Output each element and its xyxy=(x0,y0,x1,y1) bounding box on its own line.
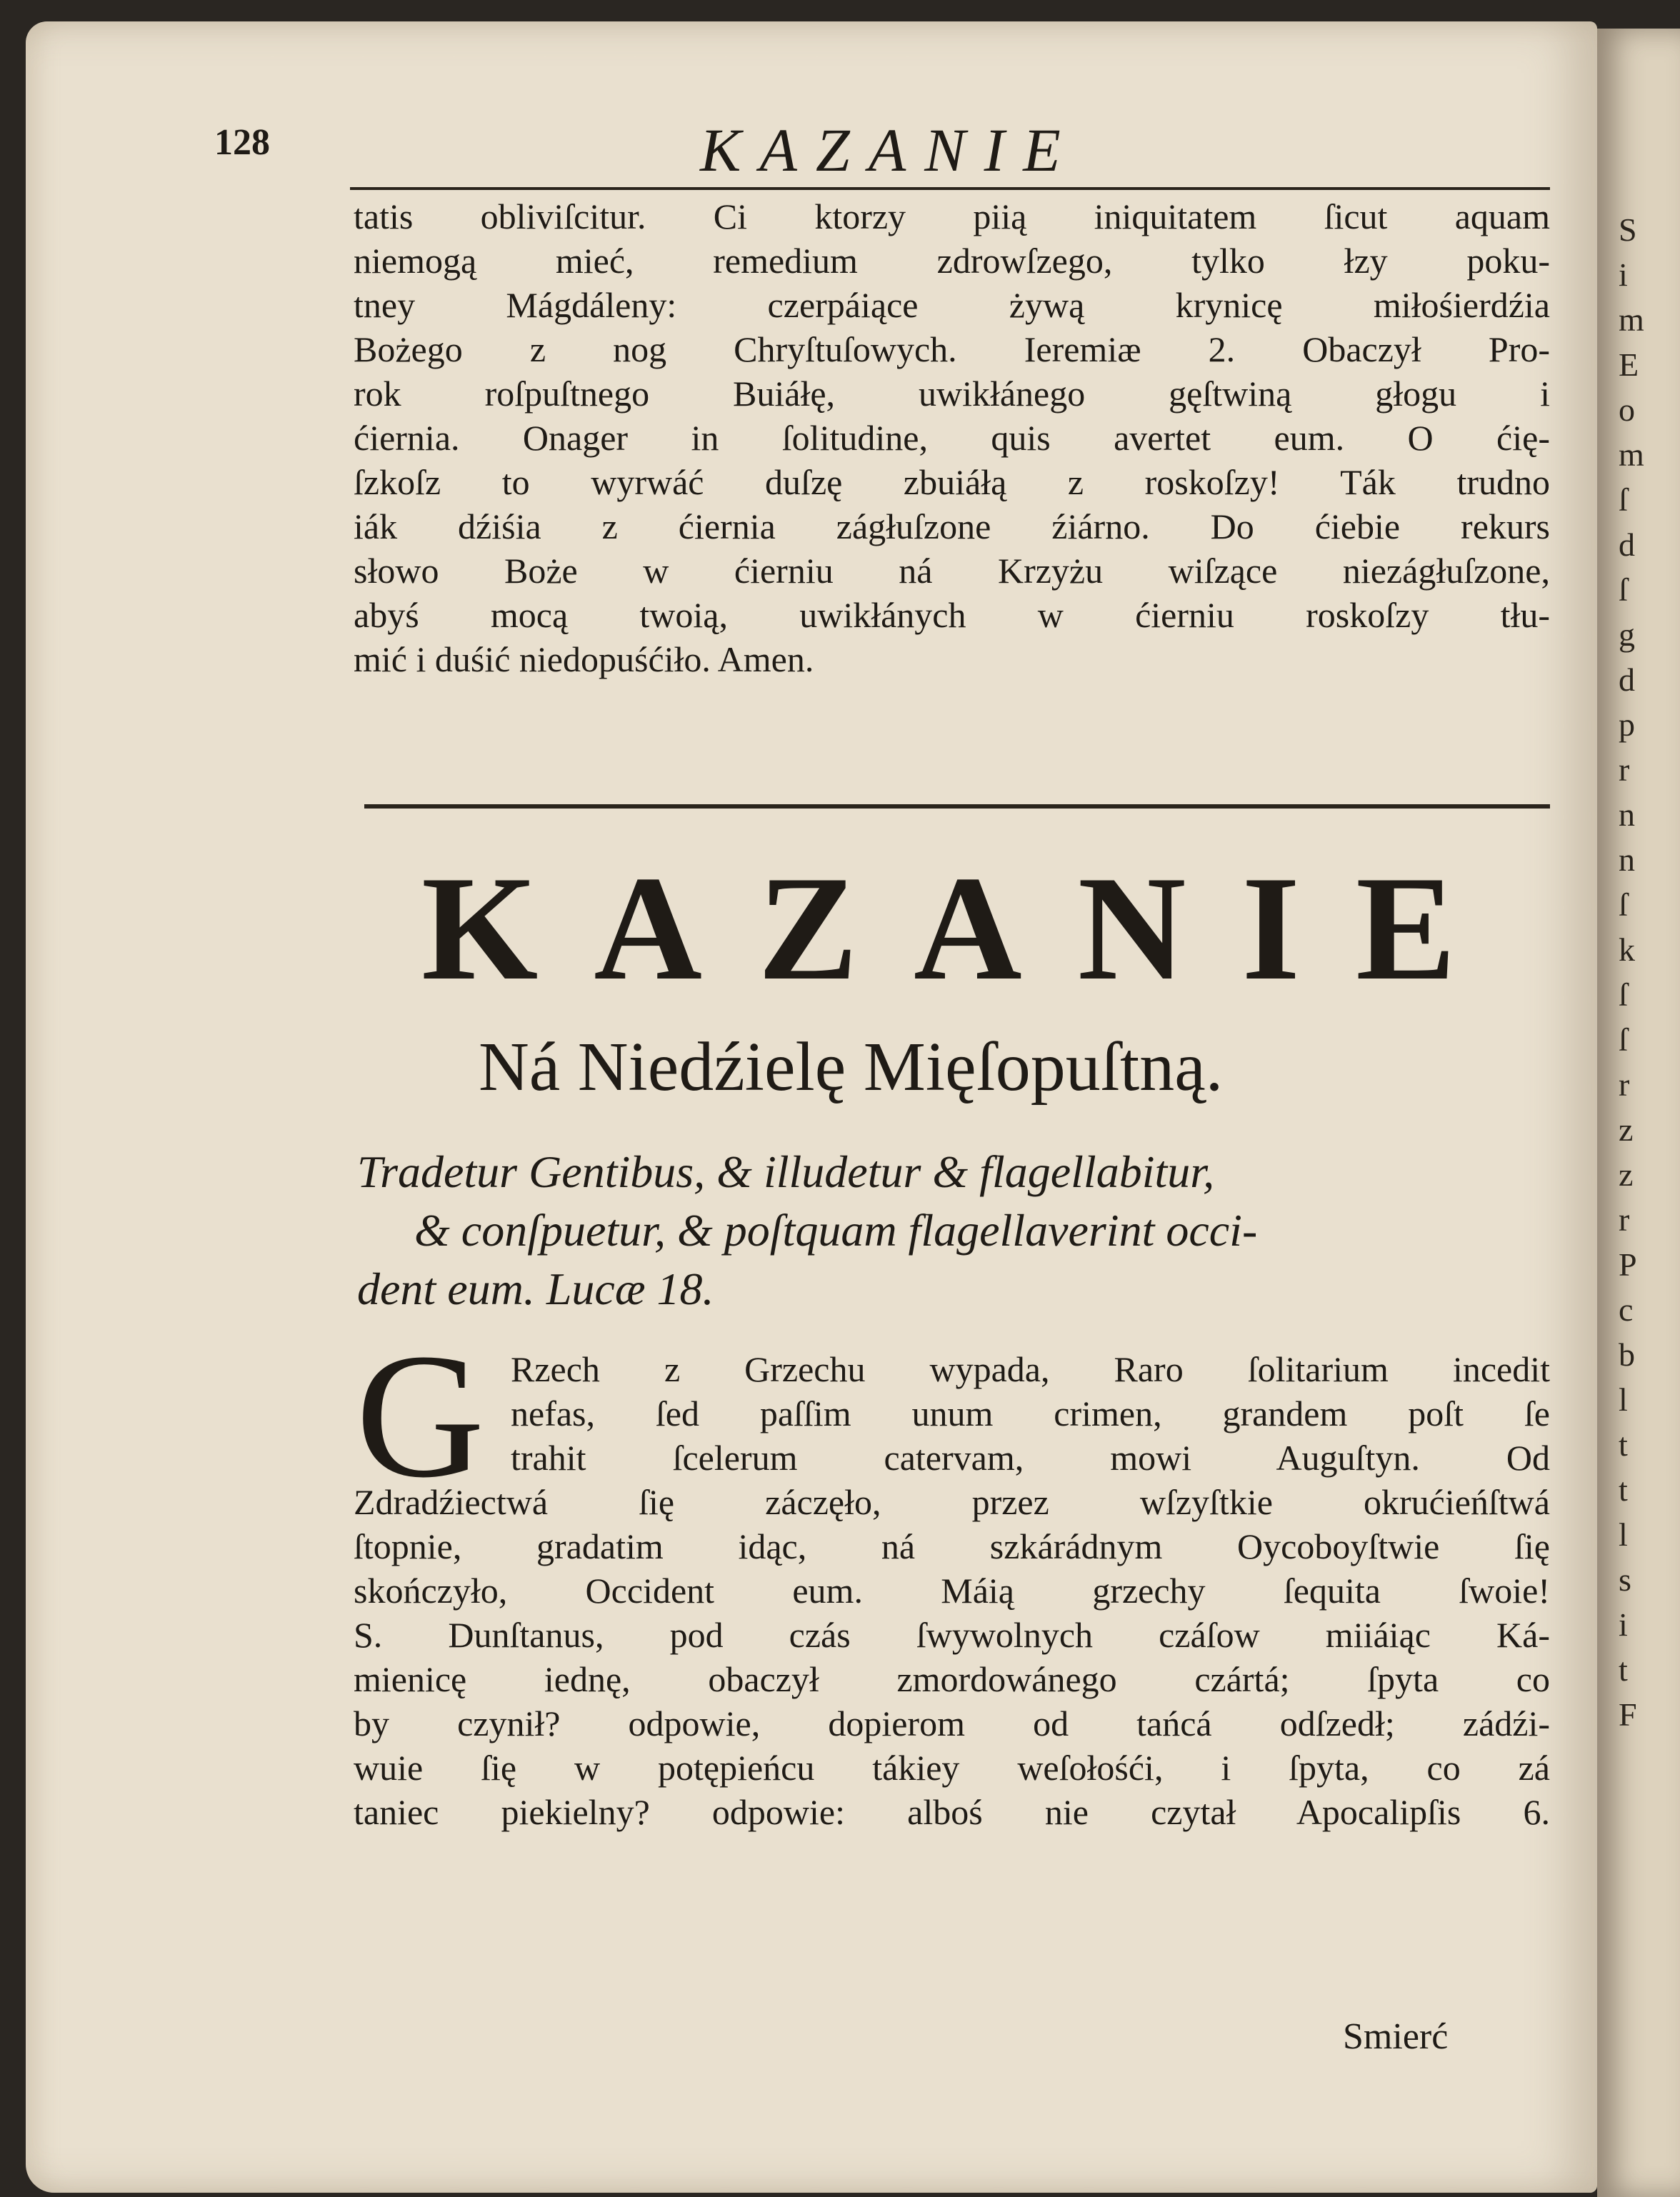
adjacent-page-letter: g xyxy=(1619,616,1635,653)
adjacent-page-letter: n xyxy=(1619,796,1635,833)
text-line: ſtopnie, gradatim idąc, ná szkárádnym Oycoboyſtwie ſię xyxy=(354,1526,1550,1566)
adjacent-page-letter: i xyxy=(1619,1606,1628,1643)
adjacent-page-letter: r xyxy=(1619,1066,1630,1103)
adjacent-page-letter: F xyxy=(1619,1696,1637,1733)
running-title: KAZANIE xyxy=(700,116,1079,184)
adjacent-page-letter: p xyxy=(1619,706,1635,743)
adjacent-page-letter: i xyxy=(1619,256,1628,293)
adjacent-page-letter: m xyxy=(1619,301,1644,338)
text-line: Bożego z nog Chryſtuſowych. Ieremiæ 2. Obaczył Pro- xyxy=(354,329,1550,369)
verse-line: Tradetur Gentibus, & illudetur & flagellabitur, xyxy=(357,1146,1215,1197)
adjacent-page-letter: m xyxy=(1619,436,1644,473)
text-line: niemogą mieć, remedium zdrowſzego, tylko łzy poku- xyxy=(354,241,1550,281)
adjacent-page-letter: ſ xyxy=(1619,1021,1628,1058)
adjacent-page-letter: s xyxy=(1619,1561,1631,1598)
header-rule xyxy=(350,187,1550,190)
adjacent-page-letter: o xyxy=(1619,391,1635,428)
text-line: rok roſpuſtnego Buiáłę, uwikłánego gęſtwiną głogu i xyxy=(354,374,1550,414)
adjacent-page-letters xyxy=(1619,207,1680,1737)
adjacent-page-letter: P xyxy=(1619,1246,1637,1283)
adjacent-page-letter: b xyxy=(1619,1336,1635,1373)
adjacent-page-letter: n xyxy=(1619,841,1635,878)
adjacent-page-letter: ſ xyxy=(1619,481,1628,518)
top-text-block xyxy=(354,194,1550,681)
drop-cap: G xyxy=(356,1317,485,1515)
section-rule xyxy=(364,804,1550,809)
adjacent-page-letter: d xyxy=(1619,526,1635,563)
text-line: ſzkoſz to wyrwáć duſzę zbuiáłą z roskoſzy! Ták trudno xyxy=(354,462,1550,502)
adjacent-page-letter: k xyxy=(1619,931,1635,968)
text-line: Rzech z Grzechu wypada, Raro ſolitarium incedit xyxy=(511,1349,1550,1389)
sermon-subtitle: Ná Niedźielę Mięſopuſtną. xyxy=(479,1029,1224,1106)
adjacent-page-letter: r xyxy=(1619,751,1630,788)
adjacent-page-letter: ſ xyxy=(1619,886,1628,923)
text-line: skończyło, Occident eum. Máią grzechy ſequita ſwoie! xyxy=(354,1571,1550,1611)
catchword: Smierć xyxy=(1343,2016,1449,2057)
adjacent-page-letter: E xyxy=(1619,346,1639,383)
sermon-title: KAZANIE xyxy=(421,846,1512,1011)
page-number: 128 xyxy=(214,122,270,163)
page-header xyxy=(214,114,1543,184)
adjacent-page-letter: l xyxy=(1619,1516,1628,1553)
text-line: by czynił? odpowie, dopierom od tańcá odſzedł; zádźi- xyxy=(354,1703,1550,1743)
sermon-body xyxy=(354,1347,1550,1834)
verse-line: dent eum. Lucæ 18. xyxy=(357,1263,714,1314)
scripture-verse xyxy=(357,1143,1550,1318)
adjacent-page-letter: d xyxy=(1619,661,1635,698)
text-line: wuie ſię w potępieńcu tákiey weſołośći, i ſpyta, co zá xyxy=(354,1748,1550,1788)
adjacent-page-letter: z xyxy=(1619,1156,1634,1193)
text-line: mić i duśić niedopuśćiło. Amen. xyxy=(354,639,814,679)
text-line: tney Mágdáleny: czerpáiące żywą krynicę miłośierdźia xyxy=(354,285,1550,325)
adjacent-page-letter: t xyxy=(1619,1651,1628,1688)
text-line: S. Dunſtanus, pod czás ſwywolnych czáſow miiáiąc Ká- xyxy=(354,1615,1550,1655)
text-line: nefas, ſed paſſim unum crimen, grandem poſt ſe xyxy=(511,1393,1550,1433)
adjacent-page-edge xyxy=(1597,29,1680,2197)
text-line: trahit ſcelerum catervam, mowi Auguſtyn. Od xyxy=(511,1438,1550,1478)
adjacent-page-letter: r xyxy=(1619,1201,1630,1238)
text-line: Zdradźiectwá ſię záczęło, przez wſzyſtkie okrućieńſtwá xyxy=(354,1482,1550,1522)
text-line: mienicę iednę, obaczył zmordowánego czártá; ſpyta co xyxy=(354,1659,1550,1699)
text-line: słowo Boże w ćierniu ná Krzyżu wiſzące niezágłuſzone, xyxy=(354,551,1550,591)
text-line: taniec piekielny? odpowie: alboś nie czytał Apocalipſis 6. xyxy=(354,1792,1550,1832)
adjacent-page-letter: ſ xyxy=(1619,571,1628,608)
adjacent-page-letter: ſ xyxy=(1619,976,1628,1013)
adjacent-page-letter: c xyxy=(1619,1291,1634,1328)
text-line: ćiernia. Onager in ſolitudine, quis avertet eum. O ćię- xyxy=(354,418,1550,458)
text-line: abyś mocą twoią, uwikłánych w ćierniu roskoſzy tłu- xyxy=(354,595,1550,635)
adjacent-page-letter: z xyxy=(1619,1111,1634,1148)
adjacent-page-letter: l xyxy=(1619,1381,1628,1418)
adjacent-page-letter: t xyxy=(1619,1426,1628,1463)
verse-line: & conſpuetur, & poſtquam flagellaverint occi- xyxy=(414,1205,1258,1256)
text-line: iák dźiśia z ćiernia zágłuſzone źiárno. Do ćiebie rekurs xyxy=(354,506,1550,546)
adjacent-page-letter: t xyxy=(1619,1471,1628,1508)
text-line: tatis obliviſcitur. Ci ktorzy piią iniquitatem ſicut aquam xyxy=(354,196,1550,236)
adjacent-page-letter: S xyxy=(1619,211,1637,248)
